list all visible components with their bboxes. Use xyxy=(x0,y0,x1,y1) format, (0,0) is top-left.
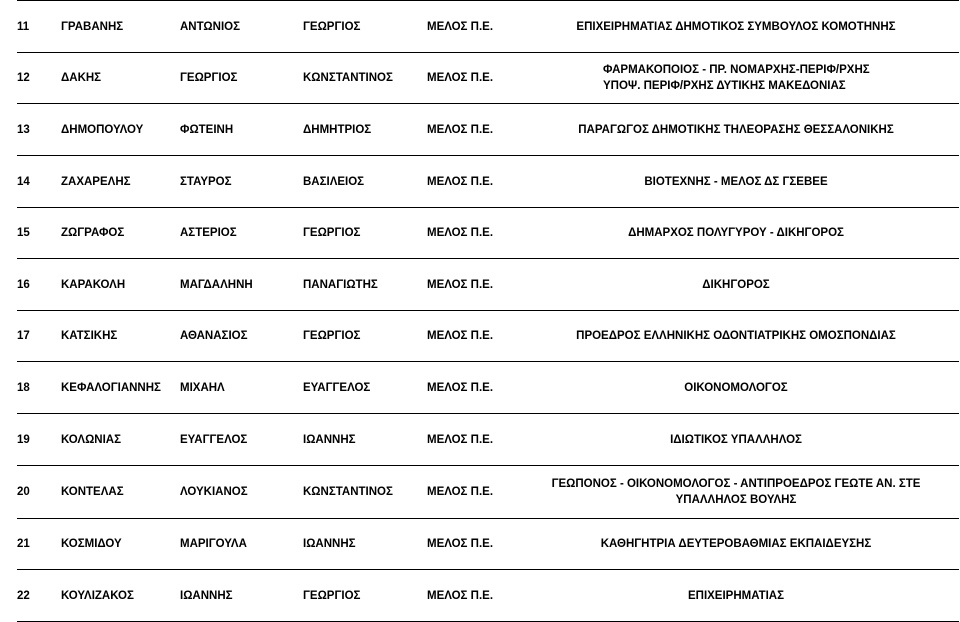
first-name: ΕΥΑΓΓΕΛΟΣ xyxy=(180,414,303,466)
row-number: 15 xyxy=(17,208,61,259)
surname: ΖΩΓΡΑΦΟΣ xyxy=(61,208,180,259)
occupation xyxy=(513,466,959,519)
table-row xyxy=(17,208,959,259)
surname: ΔΗΜΟΠΟΥΛΟΥ xyxy=(61,104,180,156)
occupation-line: ΥΠΟΨ. ΠΕΡΙΦ/ΡΧΗΣ ΔΥΤΙΚΗΣ ΜΑΚΕΔΟΝΙΑΣ xyxy=(603,80,846,92)
table-row xyxy=(17,570,959,622)
table-row xyxy=(17,259,959,311)
surname: ΖΑΧΑΡΕΛΗΣ xyxy=(61,156,180,208)
father-name: ΓΕΩΡΓΙΟΣ xyxy=(303,208,427,259)
role: ΜΕΛΟΣ Π.Ε. xyxy=(427,570,513,622)
first-name: ΣΤΑΥΡΟΣ xyxy=(180,156,303,208)
surname: ΚΑΤΣΙΚΗΣ xyxy=(61,311,180,362)
row-number: 19 xyxy=(17,414,61,466)
occupation-line: ΚΑΘΗΓΗΤΡΙΑ ΔΕΥΤΕΡΟΒΑΘΜΙΑΣ ΕΚΠΑΙΔΕΥΣΗΣ xyxy=(600,538,872,550)
surname: ΔΑΚΗΣ xyxy=(61,53,180,104)
first-name: ΜΑΓΔΑΛΗΝΗ xyxy=(180,259,303,311)
father-name: ΓΕΩΡΓΙΟΣ xyxy=(303,311,427,362)
first-name: ΛΟΥΚΙΑΝΟΣ xyxy=(180,466,303,519)
role: ΜΕΛΟΣ Π.Ε. xyxy=(427,259,513,311)
surname: ΚΟΝΤΕΛΑΣ xyxy=(61,466,180,519)
father-name: ΕΥΑΓΓΕΛΟΣ xyxy=(303,362,427,414)
father-name: ΚΩΝΣΤΑΝΤΙΝΟΣ xyxy=(303,466,427,519)
table-row xyxy=(17,362,959,414)
table-row xyxy=(17,414,959,466)
father-name: ΙΩΑΝΝΗΣ xyxy=(303,414,427,466)
occupation-line: ΒΙΟΤΕΧΝΗΣ - ΜΕΛΟΣ ΔΣ ΓΣΕΒΕΕ xyxy=(644,175,828,188)
occupation xyxy=(513,156,959,208)
first-name: ΜΙΧΑΗΛ xyxy=(180,362,303,414)
row-number: 13 xyxy=(17,104,61,156)
father-name: ΚΩΝΣΤΑΝΤΙΝΟΣ xyxy=(303,53,427,104)
occupation xyxy=(513,104,959,156)
first-name: ΑΣΤΕΡΙΟΣ xyxy=(180,208,303,259)
row-number: 12 xyxy=(17,53,61,104)
table-row xyxy=(17,519,959,570)
role: ΜΕΛΟΣ Π.Ε. xyxy=(427,362,513,414)
row-number: 22 xyxy=(17,570,61,622)
occupation xyxy=(513,208,959,259)
occupation-line: ΥΠΑΛΛΗΛΟΣ ΒΟΥΛΗΣ xyxy=(675,494,797,506)
table-row xyxy=(17,1,959,53)
occupation-line: ΠΑΡΑΓΩΓΟΣ ΔΗΜΟΤΙΚΗΣ ΤΗΛΕΟΡΑΣΗΣ ΘΕΣΣΑΛΟΝΙΚΗΣ xyxy=(578,123,894,136)
occupation xyxy=(513,570,959,622)
members-table xyxy=(17,0,959,622)
role: ΜΕΛΟΣ Π.Ε. xyxy=(427,53,513,104)
occupation-line: ΦΑΡΜΑΚΟΠΟΙΟΣ - ΠΡ. ΝΟΜΑΡΧΗΣ-ΠΕΡΙΦ/ΡΧΗΣ xyxy=(603,64,870,76)
surname: ΓΡΑΒΑΝΗΣ xyxy=(61,1,180,53)
father-name: ΙΩΑΝΝΗΣ xyxy=(303,519,427,570)
first-name: ΑΝΤΩΝΙΟΣ xyxy=(180,1,303,53)
father-name: ΠΑΝΑΓΙΩΤΗΣ xyxy=(303,259,427,311)
first-name: ΦΩΤΕΙΝΗ xyxy=(180,104,303,156)
occupation xyxy=(513,53,959,104)
role: ΜΕΛΟΣ Π.Ε. xyxy=(427,156,513,208)
surname: ΚΑΡΑΚΟΛΗ xyxy=(61,259,180,311)
row-number: 14 xyxy=(17,156,61,208)
surname: ΚΟΛΩΝΙΑΣ xyxy=(61,414,180,466)
row-number: 11 xyxy=(17,1,61,53)
surname: ΚΟΥΛΙΖΑΚΟΣ xyxy=(61,570,180,622)
first-name: ΙΩΑΝΝΗΣ xyxy=(180,570,303,622)
table-row xyxy=(17,53,959,104)
row-number: 18 xyxy=(17,362,61,414)
occupation-line: ΠΡΟΕΔΡΟΣ ΕΛΛΗΝΙΚΗΣ ΟΔΟΝΤΙΑΤΡΙΚΗΣ ΟΜΟΣΠΟΝΔΙΑΣ xyxy=(576,330,896,342)
first-name: ΜΑΡΙΓΟΥΛΑ xyxy=(180,519,303,570)
table-row xyxy=(17,156,959,208)
occupation-line: ΕΠΙΧΕΙΡΗΜΑΤΙΑΣ xyxy=(687,589,785,602)
role: ΜΕΛΟΣ Π.Ε. xyxy=(427,519,513,570)
first-name: ΓΕΩΡΓΙΟΣ xyxy=(180,53,303,104)
occupation-line: ΔΙΚΗΓΟΡΟΣ xyxy=(702,278,770,291)
row-number: 20 xyxy=(17,466,61,519)
occupation-line: ΓΕΩΠΟΝΟΣ - ΟΙΚΟΝΟΜΟΛΟΓΟΣ - ΑΝΤΙΠΡΟΕΔΡΟΣ ΓΕΩΤΕ ΑΝ. ΣΤΕ xyxy=(551,478,921,490)
occupation xyxy=(513,311,959,362)
occupation-line: ΕΠΙΧΕΙΡΗΜΑΤΙΑΣ ΔΗΜΟΤΙΚΟΣ ΣΥΜΒΟΥΛΟΣ ΚΟΜΟΤΗΝΗΣ xyxy=(576,20,896,33)
father-name: ΓΕΩΡΓΙΟΣ xyxy=(303,1,427,53)
role: ΜΕΛΟΣ Π.Ε. xyxy=(427,311,513,362)
father-name: ΓΕΩΡΓΙΟΣ xyxy=(303,570,427,622)
first-name: ΑΘΑΝΑΣΙΟΣ xyxy=(180,311,303,362)
role: ΜΕΛΟΣ Π.Ε. xyxy=(427,104,513,156)
role: ΜΕΛΟΣ Π.Ε. xyxy=(427,208,513,259)
table-row xyxy=(17,466,959,519)
father-name: ΒΑΣΙΛΕΙΟΣ xyxy=(303,156,427,208)
role: ΜΕΛΟΣ Π.Ε. xyxy=(427,414,513,466)
occupation-line: ΟΙΚΟΝΟΜΟΛΟΓΟΣ xyxy=(684,381,788,394)
row-number: 17 xyxy=(17,311,61,362)
table-row xyxy=(17,311,959,362)
row-number: 16 xyxy=(17,259,61,311)
role: ΜΕΛΟΣ Π.Ε. xyxy=(427,466,513,519)
row-number: 21 xyxy=(17,519,61,570)
occupation xyxy=(513,259,959,311)
role: ΜΕΛΟΣ Π.Ε. xyxy=(427,1,513,53)
occupation-line: ΙΔΙΩΤΙΚΟΣ ΥΠΑΛΛΗΛΟΣ xyxy=(670,433,802,446)
occupation xyxy=(513,414,959,466)
occupation xyxy=(513,1,959,53)
occupation-line: ΔΗΜΑΡΧΟΣ ΠΟΛΥΓΥΡΟΥ - ΔΙΚΗΓΟΡΟΣ xyxy=(628,227,844,239)
father-name: ΔΗΜΗΤΡΙΟΣ xyxy=(303,104,427,156)
surname: ΚΕΦΑΛΟΓΙΑΝΝΗΣ xyxy=(61,362,180,414)
surname: ΚΟΣΜΙΔΟΥ xyxy=(61,519,180,570)
table-row xyxy=(17,104,959,156)
occupation xyxy=(513,362,959,414)
occupation xyxy=(513,519,959,570)
